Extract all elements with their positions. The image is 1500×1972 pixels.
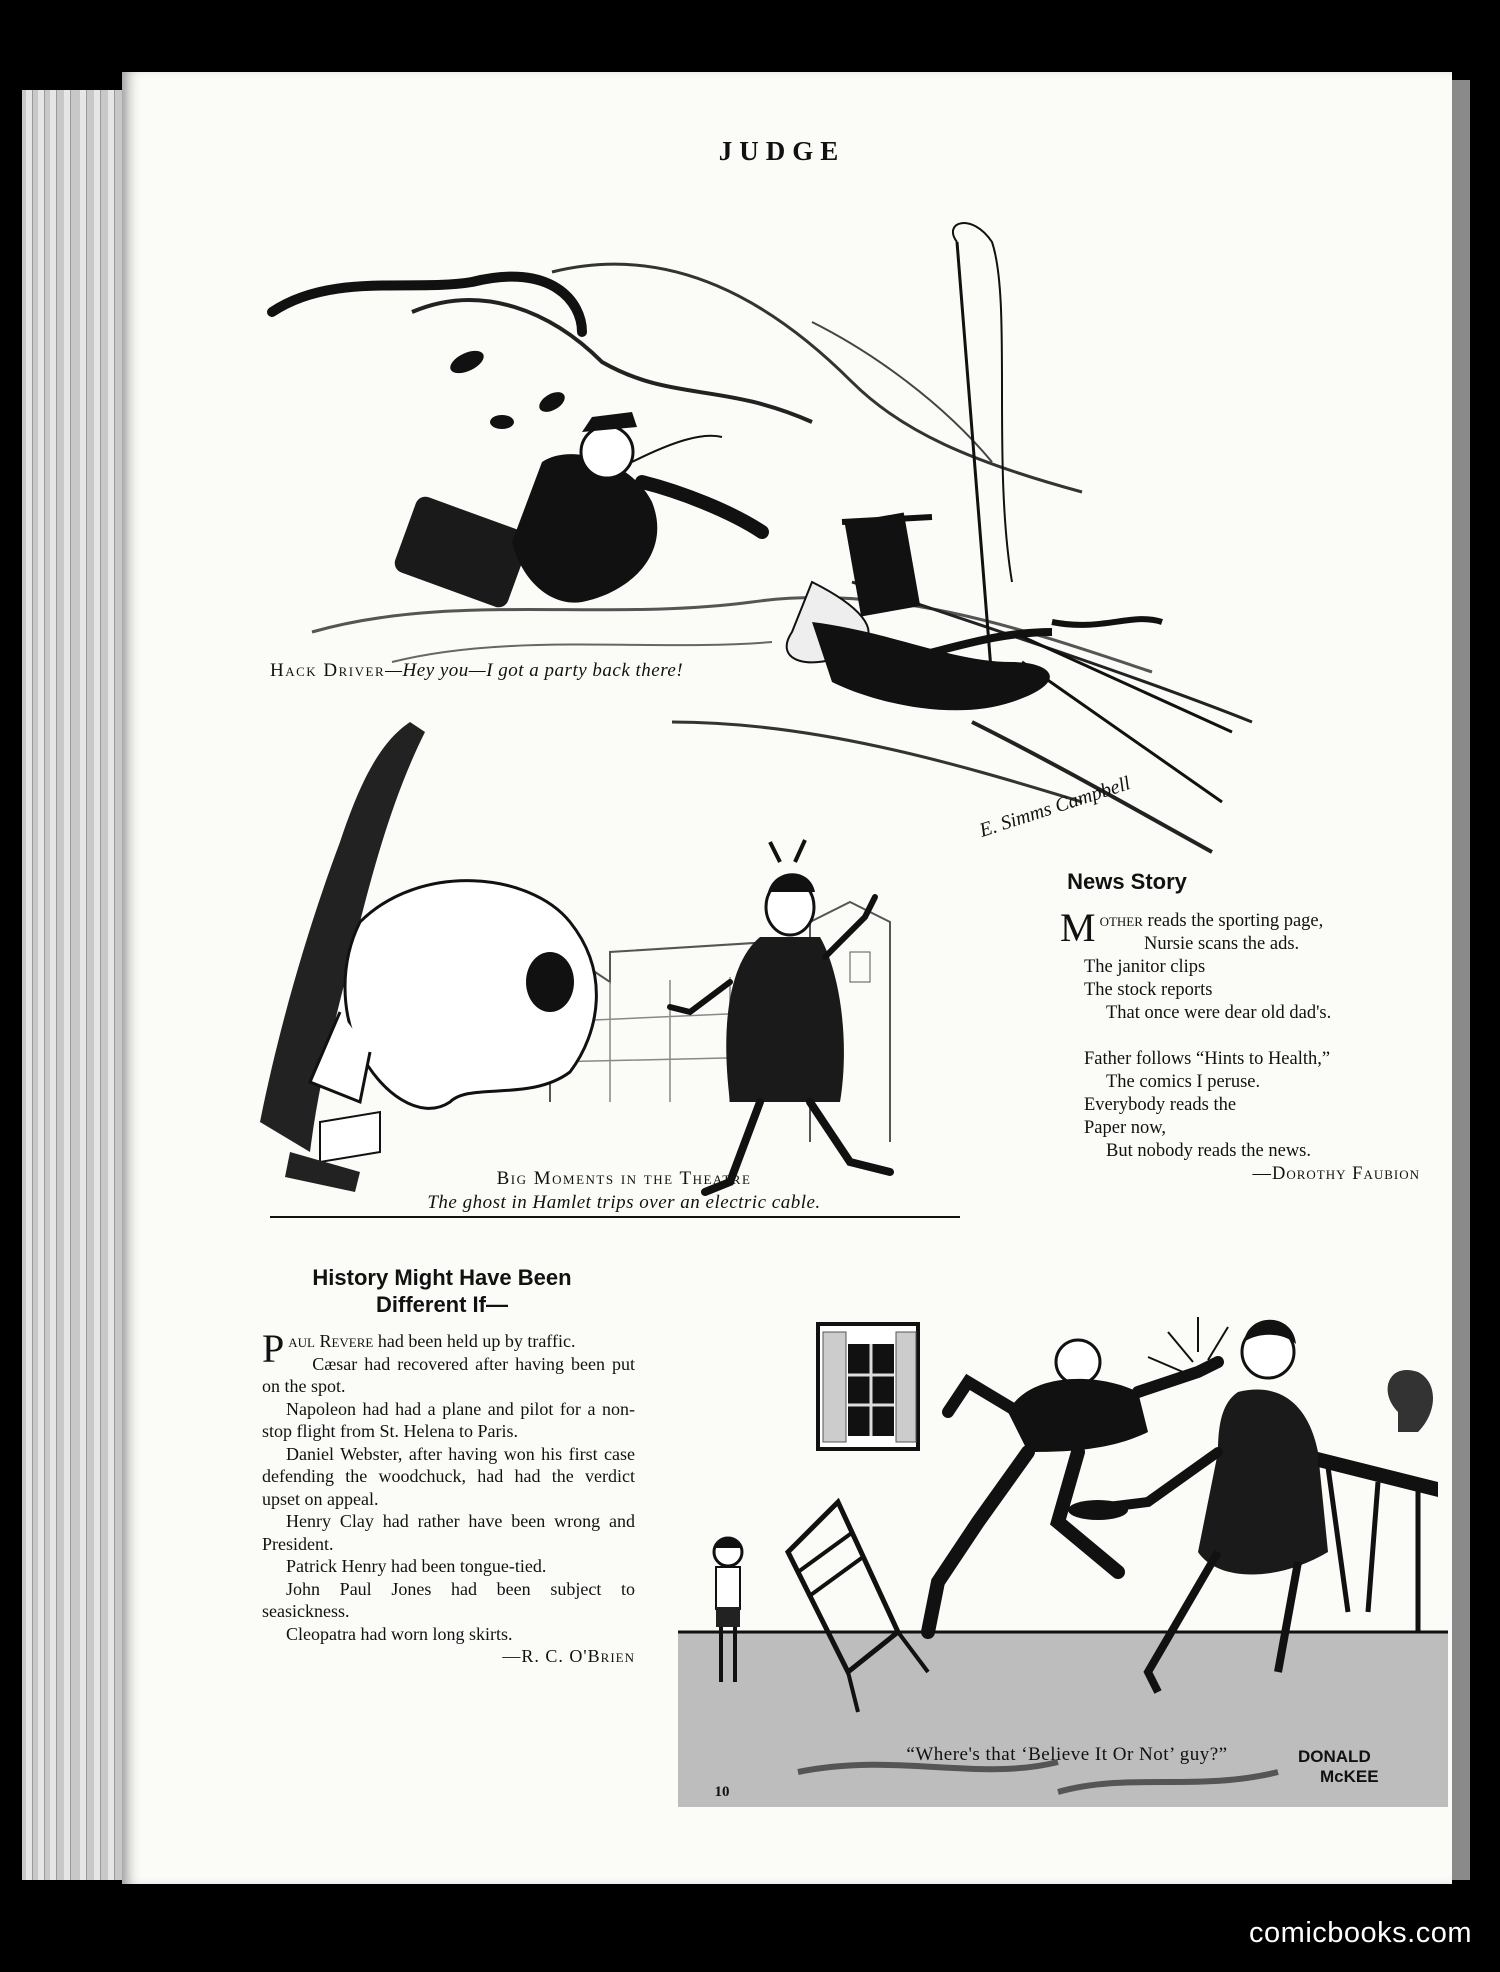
site-watermark: comicbooks.com: [1249, 1917, 1472, 1949]
history-byline: —R. C. O'Brien: [502, 1646, 635, 1666]
page-number: 10: [714, 1784, 730, 1800]
news-story-byline: —Dorothy Faubion: [1252, 1164, 1420, 1184]
believe-it-caption: “Where's that ‘Believe It Or Not’ guy?”: [906, 1744, 1228, 1765]
history-article: Paul Revere had been held up by traffic. Cæsar had recovered after having been put on the spot. Napoleon had had a plane and pilot for a non-stop flight from St. Helena to Paris. Daniel Webster, after having won his first case defending the woodchuck, had had the verdict upset on appeal. Henry Clay had rather have been wrong and President. Patrick Henry had been tongue-tied. John Paul Jones had been subject to seasickness. Cleopatra had worn long skirts. —R. C. O'Brien: [262, 1326, 635, 1666]
caption-speaker: Hack Driver: [270, 660, 386, 681]
caption-quote: —Hey you—I got a party back there!: [385, 660, 684, 681]
news-story-poem: Mother reads the sporting page, Nursie scans the ads. The janitor clips The stock reports That once were dear old dad's. Father follows “Hints to Health,” The comics I peruse. Everybody reads the Paper now, But nobody reads the news. —Dorothy Faubion: [1060, 910, 1440, 1186]
believe-it-or-not-illustration: [678, 1252, 1448, 1812]
news-story-dropcap: M: [1060, 905, 1096, 950]
hack-driver-caption: [270, 660, 683, 682]
theatre-caption: [384, 1167, 864, 1215]
magazine-page: [122, 72, 1452, 1884]
caption-title: Big Moments in the Theatre: [496, 1168, 752, 1189]
history-dropcap: P: [262, 1326, 285, 1371]
cartoonist-signature: E. Simms Campbell: [976, 772, 1134, 842]
news-story-title: News Story: [1067, 869, 1187, 894]
magazine-title: JUDGE: [718, 136, 846, 166]
hamlet-ghost-illustration: [250, 722, 970, 1222]
caption-line: The ghost in Hamlet trips over an electric cable.: [427, 1192, 821, 1213]
cartoonist-signature-line1: DONALD: [1298, 1747, 1371, 1766]
facing-page-edge: [1452, 80, 1470, 1880]
history-title: History Might Have Been Different If—: [312, 1265, 572, 1317]
cartoonist-signature-line2: McKEE: [1320, 1767, 1379, 1786]
